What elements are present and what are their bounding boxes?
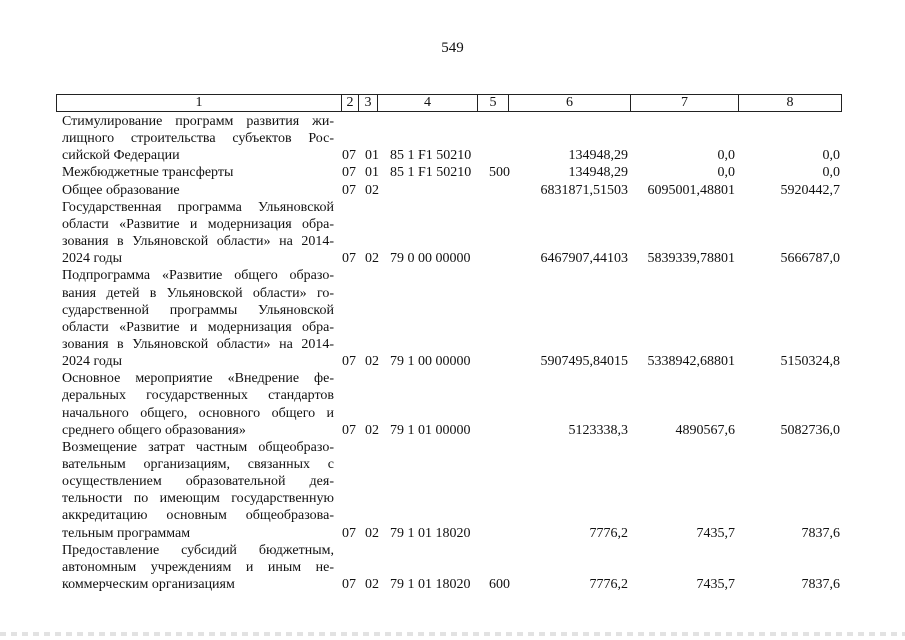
row-description-line: тельным программам [62,525,191,541]
row-description-line: 2024 годы [62,354,123,370]
row-amount-col7: 5338942,68801 [647,354,735,370]
row-amount-col8: 0,0 [822,165,840,181]
row-target-article: 79 0 00 00000 [390,251,471,267]
header-col-3: 3 [358,95,377,111]
row-target-article: 79 1 01 18020 [390,525,471,541]
row-section: 07 [342,525,356,541]
row-amount-col8: 5150324,8 [780,354,840,370]
row-description-line: вательным организациям, связанных с [62,457,334,472]
page-number: 549 [441,40,464,56]
row-description-line: аккредитацию основным общеобразова- [62,508,334,524]
row-target-article: 85 1 F1 50210 [390,148,472,164]
row-description-line: зования в Ульяновской области» на 2014- [62,336,334,352]
row-description-line: Стимулирование программ развития жи- [62,114,334,129]
row-target-article: 85 1 F1 50210 [390,165,472,181]
row-section: 07 [342,422,356,438]
header-col-7: 7 [630,95,738,111]
row-amount-col8: 0,0 [822,148,840,164]
row-amount-col6: 6831871,51503 [540,182,628,198]
row-description-line: сударственной программы Ульяновской [62,302,334,318]
row-subsection: 01 [365,148,379,164]
row-amount-col7: 6095001,48801 [647,182,735,198]
row-amount-col8: 5082736,0 [780,422,840,438]
row-amount-col8: 5666787,0 [780,251,840,267]
row-description-line: среднего общего образования» [62,422,246,438]
row-description-line: коммерческим организациям [62,577,235,593]
row-description-line: лищного строительства субъектов Рос- [62,131,334,147]
row-amount-col8: 7837,6 [801,577,840,593]
row-description-line: области «Развитие и модернизация обра- [62,319,334,335]
header-col-6: 6 [508,95,630,111]
row-amount-col6: 7776,2 [589,577,628,593]
row-amount-col6: 6467907,44103 [540,251,628,267]
scan-noise [0,632,905,636]
row-description-line: 2024 годы [62,251,123,267]
row-description-line: сийской Федерации [62,148,180,164]
header-col-8: 8 [738,95,841,111]
row-amount-col7: 7435,7 [696,525,735,541]
row-amount-col8: 5920442,7 [780,182,840,198]
row-expense-type: 500 [489,165,510,181]
row-subsection: 01 [365,165,379,181]
row-target-article: 79 1 01 00000 [390,422,471,438]
row-target-article: 79 1 01 18020 [390,577,471,593]
row-amount-col6: 5907495,84015 [540,354,628,370]
row-amount-col7: 7435,7 [696,577,735,593]
row-description-line: Предоставление субсидий бюджетным, [62,542,334,558]
row-description-line: Возмещение затрат частным общеобразо- [62,439,334,455]
row-amount-col6: 134948,29 [568,165,628,181]
row-section: 07 [342,354,356,370]
header-col-2: 2 [341,95,358,111]
row-subsection: 02 [365,354,379,370]
row-section: 07 [342,251,356,267]
row-amount-col6: 7776,2 [589,525,628,541]
row-subsection: 02 [365,251,379,267]
row-amount-col7: 0,0 [717,148,735,164]
row-description-line: зования в Ульяновской области» на 2014- [62,234,334,250]
row-subsection: 02 [365,182,379,198]
header-col-1: 1 [195,95,203,110]
row-description-line: вания детей в Ульяновской области» го- [62,285,334,301]
row-description-line: начального общего, основного общего и [62,405,334,421]
table-header [56,94,842,112]
row-amount-col8: 7837,6 [801,525,840,541]
row-target-article: 79 1 00 00000 [390,354,471,370]
row-description-line: Подпрограмма «Развитие общего образо- [62,268,334,284]
row-subsection: 02 [365,525,379,541]
row-amount-col7: 4890567,6 [675,422,735,438]
header-col-5: 5 [477,95,508,111]
row-section: 07 [342,577,356,593]
row-section: 07 [342,148,356,164]
row-section: 07 [342,165,356,181]
row-description-line: Общее образование [62,182,180,198]
row-subsection: 02 [365,422,379,438]
header-col-4: 4 [377,95,477,111]
row-description-line: Основное мероприятие «Внедрение фе- [62,371,334,387]
row-subsection: 02 [365,577,379,593]
row-amount-col7: 0,0 [717,165,735,181]
row-description-line: области «Развитие и модернизация обра- [62,216,334,232]
row-amount-col6: 5123338,3 [568,422,628,438]
row-amount-col7: 5839339,78801 [647,251,735,267]
row-description-line: автономным учреждениям и иным не- [62,559,334,575]
row-description-line: тельности по имеющим государственную [62,491,334,507]
row-description-line: деральных государственных стандартов [62,388,334,404]
row-description-line: Государственная программа Ульяновской [62,199,334,215]
row-description-line: осуществлением образовательной дея- [62,474,334,490]
row-expense-type: 600 [489,577,510,593]
row-amount-col6: 134948,29 [568,148,628,164]
row-description-line: Межбюджетные трансферты [62,165,234,181]
row-section: 07 [342,182,356,198]
